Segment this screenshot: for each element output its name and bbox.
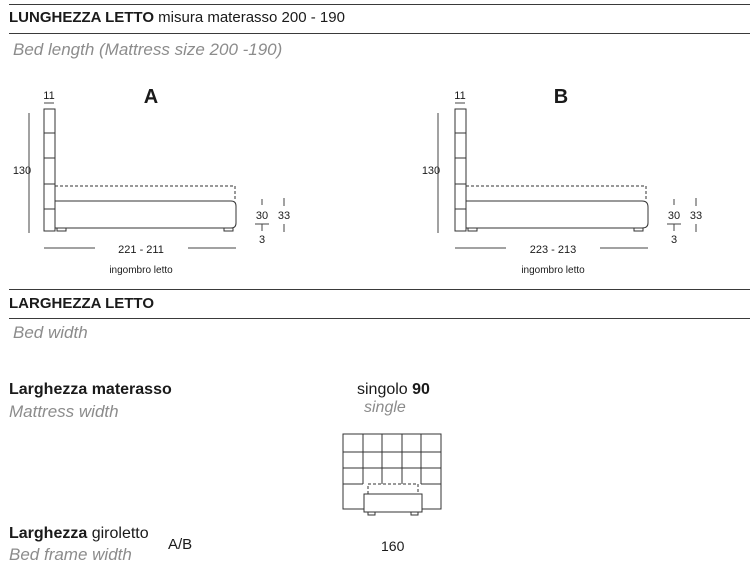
variant-b-length-caption: ingombro letto <box>521 265 585 276</box>
variant-b-frame-height: 30 <box>667 210 681 222</box>
variant-a-height: 130 <box>12 165 32 177</box>
variant-b-total-height: 33 <box>689 210 703 222</box>
length-subtitle: Bed length (Mattress size 200 -190) <box>13 40 283 59</box>
width-title-rule <box>9 318 750 319</box>
variant-b-height: 130 <box>421 165 441 177</box>
variant-a-headboard-thickness: 11 <box>43 90 55 102</box>
variant-b-foot-height: 3 <box>670 234 678 246</box>
bed-side-view-a <box>13 86 290 276</box>
mattress-width-label: Larghezza materasso <box>9 381 172 398</box>
frame-width-label-en: Bed frame width <box>9 545 132 564</box>
single-label: singolo <box>357 381 408 398</box>
variant-a-total-height: 33 <box>277 210 291 222</box>
mattress-width-label-en: Mattress width <box>9 402 119 421</box>
frame-width-value: 160 <box>381 538 405 554</box>
frame-variants: A/B <box>168 536 193 553</box>
variant-a-letter: A <box>143 86 159 108</box>
length-title-bold: LUNGHEZZA LETTO <box>9 9 154 26</box>
frame-label-bold: Larghezza <box>9 525 88 542</box>
variant-a-frame-height: 30 <box>255 210 269 222</box>
width-title: LARGHEZZA LETTO <box>9 295 154 312</box>
length-title-rest: misura materasso 200 - 190 <box>158 9 345 26</box>
frame-width-label <box>9 525 149 543</box>
width-top-rule <box>9 289 750 290</box>
single-size <box>357 381 430 399</box>
variant-a-length: 221 - 211 <box>118 244 164 256</box>
single-label-en: single <box>364 399 406 416</box>
width-subtitle: Bed width <box>13 323 88 342</box>
variant-b-letter: B <box>553 86 569 108</box>
variant-a-length-caption: ingombro letto <box>109 265 173 276</box>
single-value: 90 <box>412 381 430 398</box>
frame-label-rest: giroletto <box>91 525 149 542</box>
variant-a-foot-height: 3 <box>258 234 266 246</box>
variant-b-length: 223 - 213 <box>529 244 577 256</box>
bed-top-view <box>343 434 441 515</box>
variant-b-headboard-thickness: 11 <box>454 90 466 102</box>
bed-side-view-b <box>422 86 702 276</box>
